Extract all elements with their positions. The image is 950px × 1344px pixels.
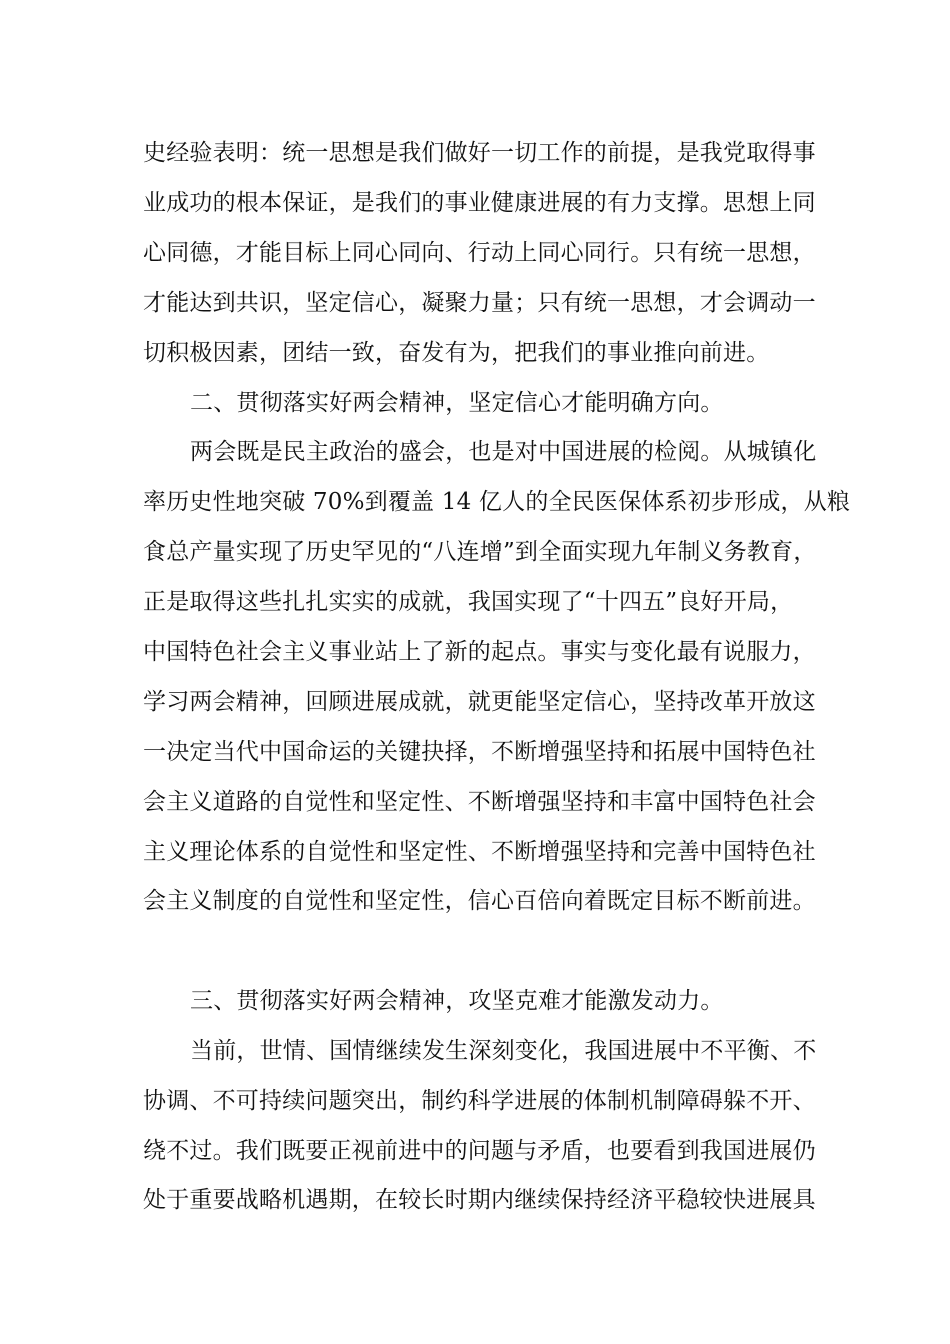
text-line-19: 协调、不可持续问题突出，制约科学进展的体制机制障碍躲不开、: [143, 1088, 816, 1114]
text-line-9: 食总产量实现了历史罕见的“八连增”到全面实现九年制义务教育，: [143, 539, 817, 565]
text-line-18: 当前，世情、国情继续发生深刻变化，我国进展中不平衡、不: [190, 1038, 817, 1064]
text-line-21: 处于重要战略机遇期，在较长时期内继续保持经济平稳较快进展具: [143, 1187, 816, 1213]
section-heading-2: 二、贯彻落实好两会精神，坚定信心才能明确方向。: [190, 390, 724, 416]
text-line-20: 绕不过。我们既要正视前进中的问题与矛盾，也要看到我国进展仍: [143, 1138, 816, 1164]
text-line-12: 学习两会精神，回顾进展成就，就更能坚定信心，坚持改革开放这: [143, 689, 816, 715]
text-line-14: 会主义道路的自觉性和坚定性、不断增强坚持和丰富中国特色社会: [143, 789, 816, 815]
text-line-11: 中国特色社会主义事业站上了新的起点。事实与变化最有说服力，: [143, 639, 816, 665]
text-line-5: 切积极因素，团结一致，奋发有为，把我们的事业推向前进。: [143, 340, 770, 366]
text-line-15: 主义理论体系的自觉性和坚定性、不断增强坚持和完善中国特色社: [143, 839, 816, 865]
text-line-16: 会主义制度的自觉性和坚定性，信心百倍向着既定目标不断前进。: [143, 888, 816, 914]
text-line-13: 一决定当代中国命运的关键抉择，不断增强坚持和拓展中国特色社: [143, 739, 816, 765]
text-line-2: 业成功的根本保证，是我们的事业健康进展的有力支撑。思想上同: [143, 190, 816, 216]
text-line-3: 心同德，才能目标上同心同向、行动上同心同行。只有统一思想，: [143, 240, 816, 266]
text-line-8: 率历史性地突破 70%到覆盖 14 亿人的全民医保体系初步形成，从粮: [143, 489, 851, 515]
text-line-10: 正是取得这些扎扎实实的成就，我国实现了“十四五”良好开局，: [143, 589, 794, 615]
section-heading-3: 三、贯彻落实好两会精神，攻坚克难才能激发动力。: [190, 988, 724, 1014]
text-line-1: 史经验表明：统一思想是我们做好一切工作的前提，是我党取得事: [143, 140, 816, 166]
text-line-4: 才能达到共识，坚定信心，凝聚力量；只有统一思想，才会调动一: [143, 290, 816, 316]
text-line-7: 两会既是民主政治的盛会，也是对中国进展的检阅。从城镇化: [190, 439, 817, 465]
